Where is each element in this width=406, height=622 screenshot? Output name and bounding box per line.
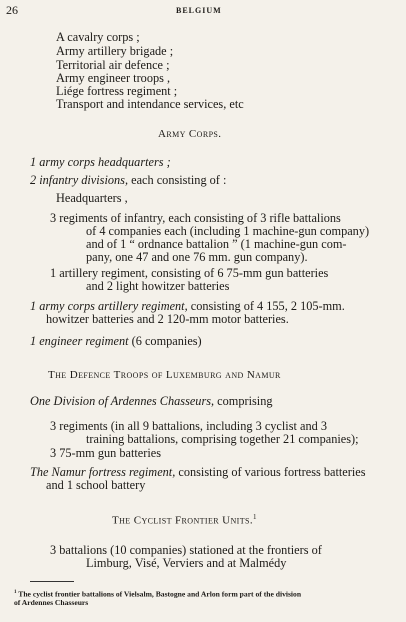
infantry-regiments-line: pany, one 47 and one 76 mm. gun company). xyxy=(86,250,308,264)
opening-list-item: Army artillery brigade ; xyxy=(56,44,174,58)
namur-regiment-line2: and 1 school battery xyxy=(46,478,146,492)
infantry-divisions-rest: each consisting of : xyxy=(128,173,227,187)
opening-list-item: A cavalry corps ; xyxy=(56,30,140,44)
ardennes-division-rest: comprising xyxy=(214,394,273,408)
footnote-reference: 1 xyxy=(253,513,257,521)
namur-regiment-line xyxy=(30,465,366,479)
cyclist-units-line: 3 battalions (10 companies) stationed at the frontiers of xyxy=(50,543,322,557)
corps-hq-line: 1 army corps headquarters ; xyxy=(30,155,171,169)
engineer-term: 1 engineer regiment xyxy=(30,334,129,348)
ardennes-division-line xyxy=(30,394,273,408)
headquarters-line: Headquarters , xyxy=(56,191,128,205)
corps-artillery-term: 1 army corps artillery regiment, xyxy=(30,299,188,313)
opening-list-item: Transport and intendance services, etc xyxy=(56,97,244,111)
namur-regiment-term: The Namur fortress regiment, xyxy=(30,465,176,479)
footnote-line xyxy=(14,588,301,599)
chasseur-regiments-line: training battalions, comprising together 21 companies); xyxy=(86,432,359,446)
chasseur-regiments-line: 3 regiments (in all 9 battalions, including 3 cyclist and 3 xyxy=(50,419,327,433)
footnote-line2: of Ardennes Chasseurs xyxy=(14,598,89,607)
footnote-mark: 1 xyxy=(14,590,17,595)
engineer-line xyxy=(30,334,202,348)
artillery-line: and 2 light howitzer batteries xyxy=(86,279,230,293)
page-number: 26 xyxy=(6,3,18,17)
infantry-regiments-line: and of 1 “ ordnance battalion ” (1 machine-gun com- xyxy=(86,237,347,251)
running-title: BELGIUM xyxy=(176,6,222,15)
engineer-rest: (6 companies) xyxy=(128,334,202,348)
footnote-rule xyxy=(30,581,74,582)
cyclist-units-heading xyxy=(112,513,257,527)
cyclist-units-heading-text: The Cyclist Frontier Units. xyxy=(112,514,254,527)
corps-artillery-rest: consisting of 4 155, 2 105-mm. xyxy=(187,299,345,313)
cyclist-units-line: Limburg, Visé, Verviers and at Malmédy xyxy=(86,556,287,570)
infantry-regiments-line: of 4 companies each (including 1 machine-gun company) xyxy=(86,224,370,238)
opening-list-item: Liége fortress regiment ; xyxy=(56,84,178,98)
gun-batteries-line: 3 75-mm gun batteries xyxy=(50,446,161,460)
footnote-text: The cyclist frontier battalions of Vielsalm, Bastogne and Arlon form part of the division xyxy=(16,589,302,599)
infantry-divisions-term: 2 infantry divisions, xyxy=(30,173,129,187)
infantry-regiments-line: 3 regiments of infantry, each consisting of 3 rifle battalions xyxy=(50,211,341,225)
corps-artillery-line xyxy=(30,299,345,313)
artillery-line: 1 artillery regiment, consisting of 6 75-mm gun batteries xyxy=(50,266,329,280)
opening-list-item: Territorial air defence ; xyxy=(56,58,170,72)
corps-artillery-line2: howitzer batteries and 2 120-mm motor batteries. xyxy=(46,312,289,326)
infantry-divisions-line xyxy=(30,173,226,187)
namur-regiment-rest: consisting of various fortress batteries xyxy=(175,465,366,479)
ardennes-division-term: One Division of Ardennes Chasseurs, xyxy=(30,394,215,408)
defence-troops-heading: The Defence Troops of Luxemburg and Namur xyxy=(48,369,281,381)
army-corps-heading: Army Corps. xyxy=(158,128,222,140)
opening-list-item: Army engineer troops , xyxy=(56,71,171,85)
